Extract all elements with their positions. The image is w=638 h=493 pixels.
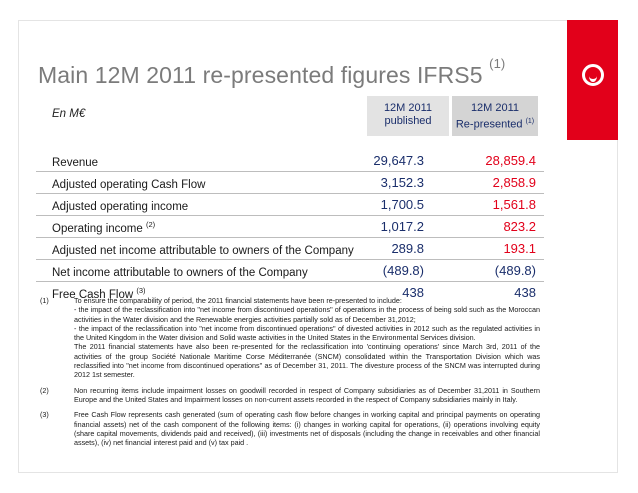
column-header-represented-line2 (452, 115, 538, 132)
row-value-published: 29,647.3 (373, 153, 424, 168)
column-header-represented (452, 96, 538, 136)
footnote-text: Non recurring items include impairment losses on goodwill recorded in respect of Company subsidiaries as of December 31,2011 in Southern Europe and the United States and Impairment losses on non-current assets recorded in the respect of Company subsidiaries mainly in Italy. (74, 385, 540, 404)
row-value-represented: 2,858.9 (492, 175, 536, 190)
row-label: Revenue (52, 156, 99, 169)
table-row (36, 194, 544, 216)
footnote-text: Free Cash Flow represents cash generated (sum of operating cash flow before changes in working capital and principal payments on operating financial assets) net of the cash component of the following items: (i) changes in working capital for operations, (ii) operations involving equity (share capital movements, dividends paid and received), (iii) investments net of disposals (including the change in receivables and other financial assets), (iv) net financial interest paid and (v) tax paid . (74, 410, 540, 448)
footnote-number: (2) (40, 385, 49, 395)
row-value-published: 1,017.2 (380, 219, 424, 234)
row-value-published: 3,152.3 (380, 175, 424, 190)
row-label: Net income attributable to owners of the Company (52, 266, 308, 279)
row-value-published: (489.8) (382, 263, 424, 278)
row-label: Adjusted operating Cash Flow (52, 178, 206, 191)
footnote-text: - the impact of the reclassification into "net income from discontinued operations" of operations in the process of being sold such as the Moroccan activities in the Water division and the Renewable energies activities partially sold as of December 31,2012; (74, 305, 540, 324)
column-header-represented-line1: 12M 2011 (470, 102, 520, 114)
brand-logo-mark-icon (589, 70, 597, 82)
row-value-represented: (489.8) (494, 263, 536, 278)
footnote-text: The 2011 financial statements have also been re-presented for the reclassification into 'continuing operations' since March 3rd, 2011 of the activities of the group Société Nationale Maritime Corse Méditerranée (SNCM) consolidated within the Transportation Division which was reclassified into "net income from discontinued operations" as of December 31, 2011. The divesture process of the SNCM was interrupted during 2012 1st semester. (74, 342, 540, 380)
footnote-text: To ensure the comparability of period, the 2011 financial statements have been re-presented to include: (74, 296, 402, 305)
table-row (36, 172, 544, 194)
column-header-published-line2: published (384, 115, 432, 127)
table-row (36, 238, 544, 260)
unit-label: En M€ (52, 108, 86, 120)
footnote-text: - the impact of the reclassification into "net income from discontinued operations" of divested activities in 2012 such as the regulated activities in the United Kingdom in the Water division and Solid waste activities in the United States in the Environmental Services division. (74, 323, 540, 343)
footnote-number: (3) (40, 410, 49, 420)
slide-title-footnote: (1) (489, 56, 506, 72)
column-header-represented-footnote: (1) (525, 118, 535, 125)
footnote (40, 296, 540, 380)
row-label: Adjusted net income attributable to owners of the Company (52, 244, 354, 257)
row-value-published: 438 (402, 285, 424, 300)
row-value-represented: 438 (514, 285, 536, 300)
footnotes (40, 296, 540, 453)
table-row (36, 260, 544, 282)
footnote (40, 386, 540, 405)
footnote (40, 410, 540, 447)
slide-title (38, 56, 506, 89)
figures-table (36, 150, 544, 304)
table-row (36, 150, 544, 172)
slide-title-text: Main 12M 2011 re-presented figures IFRS5 (38, 62, 483, 88)
row-value-published: 289.8 (391, 241, 424, 256)
column-header-published (367, 96, 449, 136)
footnote-number: (1) (40, 296, 49, 305)
row-value-represented: 823.2 (503, 219, 536, 234)
row-value-published: 1,700.5 (380, 197, 424, 212)
row-value-represented: 28,859.4 (485, 153, 536, 168)
row-label: Operating income $^{(2)}$ (52, 220, 156, 235)
row-label: Adjusted operating income (52, 200, 189, 213)
column-header-published-line1: 12M 2011 (383, 102, 433, 114)
row-value-represented: 193.1 (503, 241, 536, 256)
column-header-represented-text: Re-presented (455, 118, 523, 131)
table-row (36, 216, 544, 238)
row-value-represented: 1,561.8 (492, 197, 536, 212)
row-label: Free Cash Flow $^{(3)}$ (52, 286, 146, 301)
